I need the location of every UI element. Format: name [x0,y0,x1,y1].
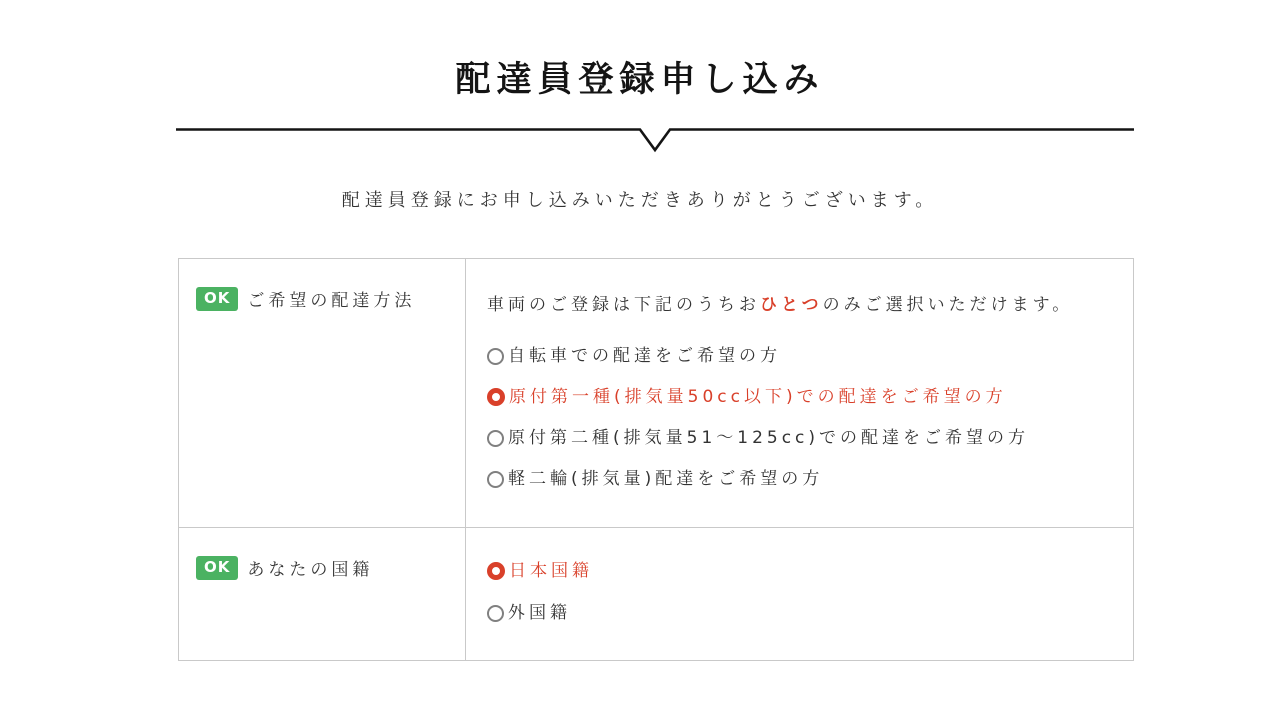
radio-option-label: 自転車での配達をご希望の方 [508,346,781,366]
delivery-method-label-cell [179,259,466,527]
form-row-nationality [179,527,1133,660]
page-title: 配達員登録申し込み [455,60,825,100]
note-emphasis-text: ひとつ [760,295,823,315]
radio-option-japanese-nationality[interactable] [487,561,1125,581]
registration-form-table [178,258,1134,661]
row-label-delivery-method: ご希望の配達方法 [247,291,416,311]
delivery-method-options [487,346,1125,489]
radio-option-label: 原付第二種(排気量51〜125cc)での配達をご希望の方 [508,428,1030,448]
nationality-content-cell [466,528,1133,660]
title-divider-arrow [176,128,1134,154]
radio-option-label: 原付第一種(排気量50cc以下)での配達をご希望の方 [509,387,1007,407]
radio-unchecked-icon[interactable] [487,348,504,365]
radio-checked-icon[interactable] [487,388,505,406]
radio-option-light-motorcycle[interactable] [487,469,1125,489]
radio-checked-icon[interactable] [487,562,505,580]
status-badge-ok: OK [196,287,238,311]
radio-option-label: 軽二輪(排気量)配達をご希望の方 [508,469,824,489]
delivery-method-content-cell [466,259,1133,527]
radio-unchecked-icon[interactable] [487,605,504,622]
form-row-delivery-method [179,259,1133,527]
status-badge-ok: OK [196,556,238,580]
radio-option-moped-class1[interactable] [487,387,1125,407]
chevron-down-notch-icon [176,128,1134,154]
vehicle-selection-note [487,290,1125,315]
nationality-options [487,561,1125,623]
note-post-text: のみご選択いただけます。 [822,295,1074,315]
radio-option-label: 日本国籍 [509,561,593,581]
note-pre-text: 車両のご登録は下記のうちお [487,295,760,315]
radio-option-bicycle[interactable] [487,346,1125,366]
radio-unchecked-icon[interactable] [487,471,504,488]
row-label-nationality: あなたの国籍 [247,560,374,580]
radio-option-foreign-nationality[interactable] [487,603,1125,623]
thank-you-text: 配達員登録にお申し込みいただきありがとうございます。 [341,190,939,211]
radio-option-moped-class2[interactable] [487,428,1125,448]
nationality-label-cell [179,528,466,660]
radio-option-label: 外国籍 [508,603,571,623]
radio-unchecked-icon[interactable] [487,430,504,447]
